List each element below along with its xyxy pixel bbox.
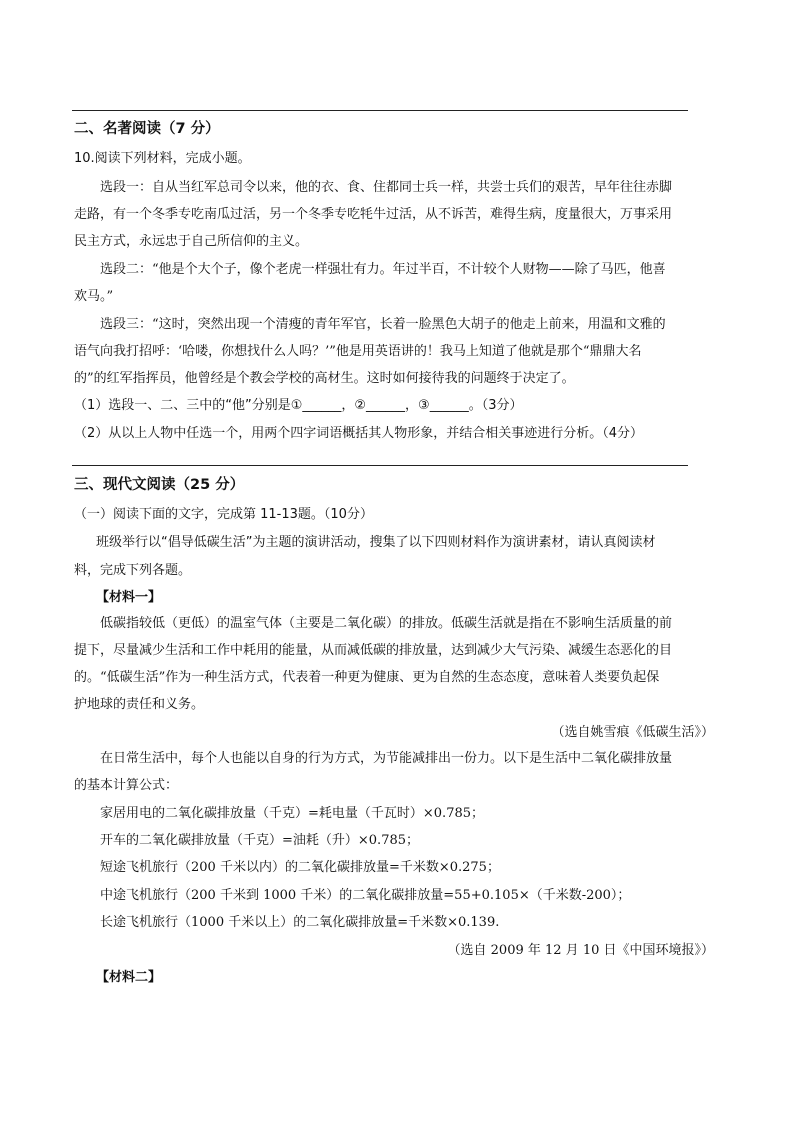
excerpt-3-line-3: 的”的红军指挥员，他曾经是个教会学校的高材生。这时如何接待我的问题终于决定了。 [74,371,575,386]
calc-intro-line-1: 在日常生活中，每个人也能以自身的行为方式，为节能减排出一份力。以下是生活中二氧化碳排放量 [100,751,673,766]
excerpt-2-line-1: 选段二：“他是个大个子，像个老虎一样强壮有力。年过半百，不计较个人财物——除了马匹，他喜 [100,262,666,277]
excerpt-2-line-2: 欢马。” [74,289,114,304]
material-1-title: 【材料一】 [96,590,162,605]
formula-1: 家居用电的二氧化碳排放量（千克）=耗电量（千瓦时）×0.785； [100,806,485,821]
material-1-line-4: 护地球的责任和义务。 [74,697,205,712]
section3-title: 三、现代文阅读（25 分） [74,477,245,493]
intro-line-2: 料，完成下列各题。 [74,563,192,578]
material-1-source: （选自姚雪痕《低碳生活》） [551,725,714,740]
sub-question-1: （1）选段一、二、三中的“他”分别是①______，②______，③______。（3分） [74,398,523,413]
sub-question-2: （2）从以上人物中任选一个，用两个四字词语概括其人物形象，并结合相关事迹进行分析。（4分） [74,426,644,441]
material-1-line-2: 提下，尽量减少生活和工作中耗用的能量，从而减低碳的排放量，达到减少大气污染、减缓生态恶化的目 [74,643,673,658]
subsection-1-title: （一）阅读下面的文字，完成第 11-13题。（10分） [74,507,373,522]
formula-2: 开车的二氧化碳排放量（千克）=油耗（升）×0.785； [100,833,420,848]
middle-rule [72,465,688,466]
calc-intro-line-2: 的基本计算公式： [74,778,179,793]
excerpt-3-line-1: 选段三：“这时，突然出现一个清瘦的青年军官，长着一脸黑色大胡子的他走上前来，用温和文雅的 [100,317,666,332]
excerpt-1-line-1: 选段一：自从当红军总司令以来，他的衣、食、住都同士兵一样，共尝士兵们的艰苦，早年往往赤脚 [100,180,673,195]
question-10: 10.阅读下列材料，完成小题。 [74,151,251,166]
calc-source: （选自 2009 年 12 月 10 日《中国环境报》） [447,943,714,958]
formula-5: 长途飞机旅行（1000 千米以上）的二氧化碳排放量=千米数×0.139. [100,915,500,930]
excerpt-3-line-2: 语气向我打招呼：‘哈喽，你想找什么人吗？’”他是用英语讲的！我马上知道了他就是那个“鼎鼎大名 [74,344,642,359]
material-1-line-1: 低碳指较低（更低）的温室气体（主要是二氧化碳）的排放。低碳生活就是指在不影响生活质量的前 [100,616,673,631]
material-1-line-3: 的。“低碳生活”作为一种生活方式，代表着一种更为健康、更为自然的生态态度，意味着人类要负起保 [74,670,660,685]
formula-4: 中途飞机旅行（200 千米到 1000 千米）的二氧化碳排放量=55+0.105×（千米数-200）； [100,888,631,903]
formula-3: 短途飞机旅行（200 千米以内）的二氧化碳排放量=千米数×0.275； [100,860,500,875]
material-2-title: 【材料二】 [96,970,162,985]
excerpt-1-line-2: 走路，有一个冬季专吃南瓜过活，另一个冬季专吃牦牛过活，从不诉苦，难得生病，度量很大，万事采用 [74,207,673,222]
section2-title: 二、名著阅读（7 分） [74,121,220,137]
intro-line-1: 班级举行以“倡导低碳生活”为主题的演讲活动，搜集了以下四则材料作为演讲素材，请认真阅读材 [96,535,656,550]
excerpt-1-line-3: 民主方式，永远忠于自己所信仰的主义。 [74,234,309,249]
top-rule [72,110,688,111]
